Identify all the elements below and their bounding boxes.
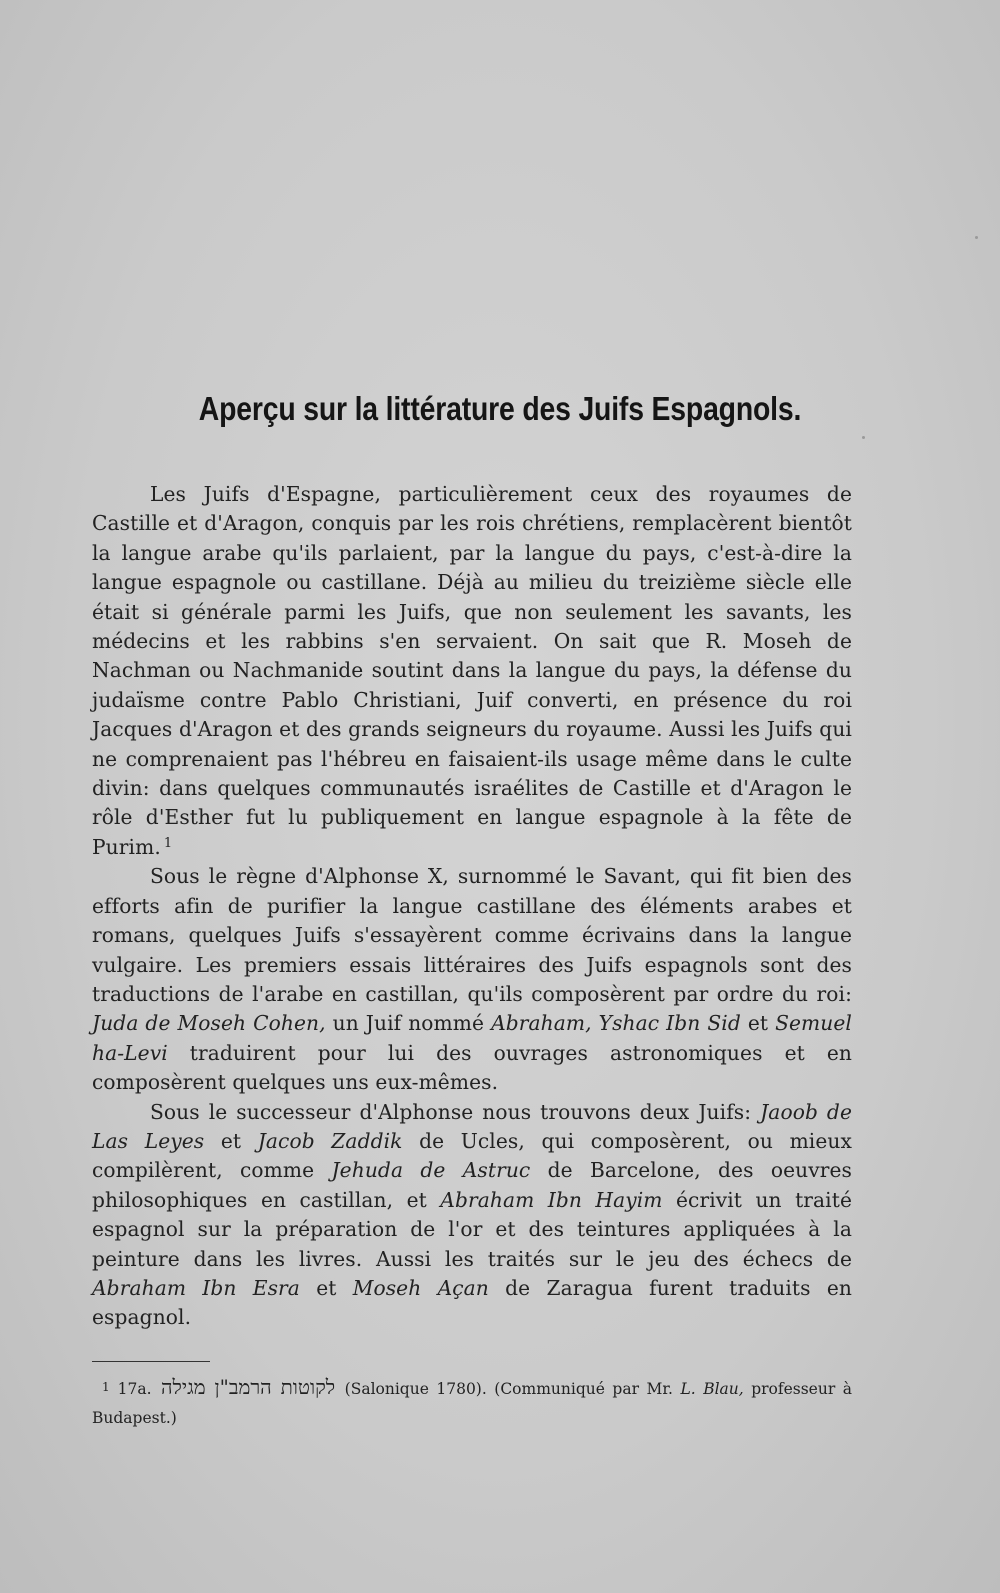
article-body (92, 480, 852, 1333)
paper-speck (862, 436, 865, 439)
footnote-author: L. Blau, (680, 1380, 744, 1398)
italic-name: Yshac Ibn Sid (598, 1011, 741, 1036)
text-run: Les Juifs d'Espagne, particulièrement ceux des royaumes de Castille et d'Aragon, conquis par les rois chrétiens, remplacèrent bientôt la langue arabe qu'ils parlaient, par la langue du pays, c'est-à-dire la langue espagnole ou castillane. Déjà au milieu du treizième siècle elle était si générale parmi les Juifs, que non seulement les savants, les médecins et les rabbins s'en servaient. On sait que R. Moseh de Nachman ou Nachmanide soutint dans la langue du pays, la défense du judaïsme contre Pablo Christiani, Juif converti, en présence du roi Jacques d'Aragon et des grands seigneurs du royaume. Aussi les Juifs qui ne comprenaient pas l'hébreu en faisaient-ils usage même dans le culte divin: dans quelques communautés israélites de Castille et d'Aragon le rôle d'Esther fut lu publiquement en langue espagnole à la fête de Purim. (92, 482, 852, 859)
text-run: de Zaragua furent traduits en espagnol. (92, 1275, 852, 1330)
paragraph-3 (92, 1098, 852, 1333)
paper-speck (975, 236, 978, 239)
italic-name: Jehuda de Astruc (331, 1158, 531, 1183)
text-run: écrivit un traité espagnol sur la préparation de l'or et des teintures appliquées à la peinture dans les livres. Aussi les traités sur le jeu des échecs de (92, 1187, 852, 1271)
text-run: de Barcelone, des oeuvres philosophiques en castillan, et (92, 1158, 852, 1212)
italic-name: Abraham, (491, 1011, 592, 1036)
footnote-text-after-author: professeur à Budapest.) (92, 1380, 852, 1427)
italic-name: Jacob Zaddik (257, 1128, 403, 1153)
footnote (92, 1373, 852, 1432)
italic-name: Semuel ha-Levi (92, 1011, 852, 1065)
text-run: de Ucles, qui composèrent, ou mieux compilèrent, comme (92, 1128, 853, 1183)
text-run: traduirent pour lui des ouvrages astronomiques et en composèrent quelques uns eux-mêmes. (92, 1040, 852, 1095)
paragraph-1 (92, 480, 852, 862)
italic-name: Jaoob de Las Leyes (92, 1099, 852, 1153)
footnote-hebrew-title: לקוטות הרמב"ן מגילה (161, 1375, 336, 1399)
text-run: et (204, 1128, 258, 1153)
text-run: Sous le règne d'Alphonse X, surnommé le Savant, qui fit bien des efforts afin de purifier la langue castillane des éléments arabes et romans, quelques Juifs s'essayèrent comme écrivains dans la langue vulgaire. Les premiers essais littéraires des Juifs espagnols sont des traductions de l'arabe en castillan, qu'ils composèrent par ordre du roi: (92, 864, 852, 1006)
italic-name: Abraham Ibn Esra (92, 1275, 300, 1300)
article-title: Aperçu sur la littérature des Juifs Espagnols. (198, 390, 802, 427)
footnote-page-ref: 17a. (117, 1380, 152, 1398)
footnote-text-before-author: (Salonique 1780). (Communiqué par Mr. (344, 1380, 681, 1398)
footnote-number: 1 (102, 1380, 110, 1394)
text-run: un Juif nommé (325, 1011, 492, 1036)
footnote-rule (92, 1361, 210, 1362)
italic-name: Abraham Ibn Hayim (440, 1187, 663, 1212)
text-run: et (740, 1011, 776, 1036)
text-run: Sous le successeur d'Alphonse nous trouvons deux Juifs: (150, 1099, 761, 1124)
text-run: et (299, 1275, 353, 1300)
text-run (592, 1011, 599, 1035)
paragraph-2 (92, 862, 852, 1097)
italic-name: Moseh Açan (352, 1275, 489, 1300)
italic-name: Juda de Moseh Cohen, (92, 1011, 326, 1036)
footnote-reference: 1 (163, 835, 173, 851)
